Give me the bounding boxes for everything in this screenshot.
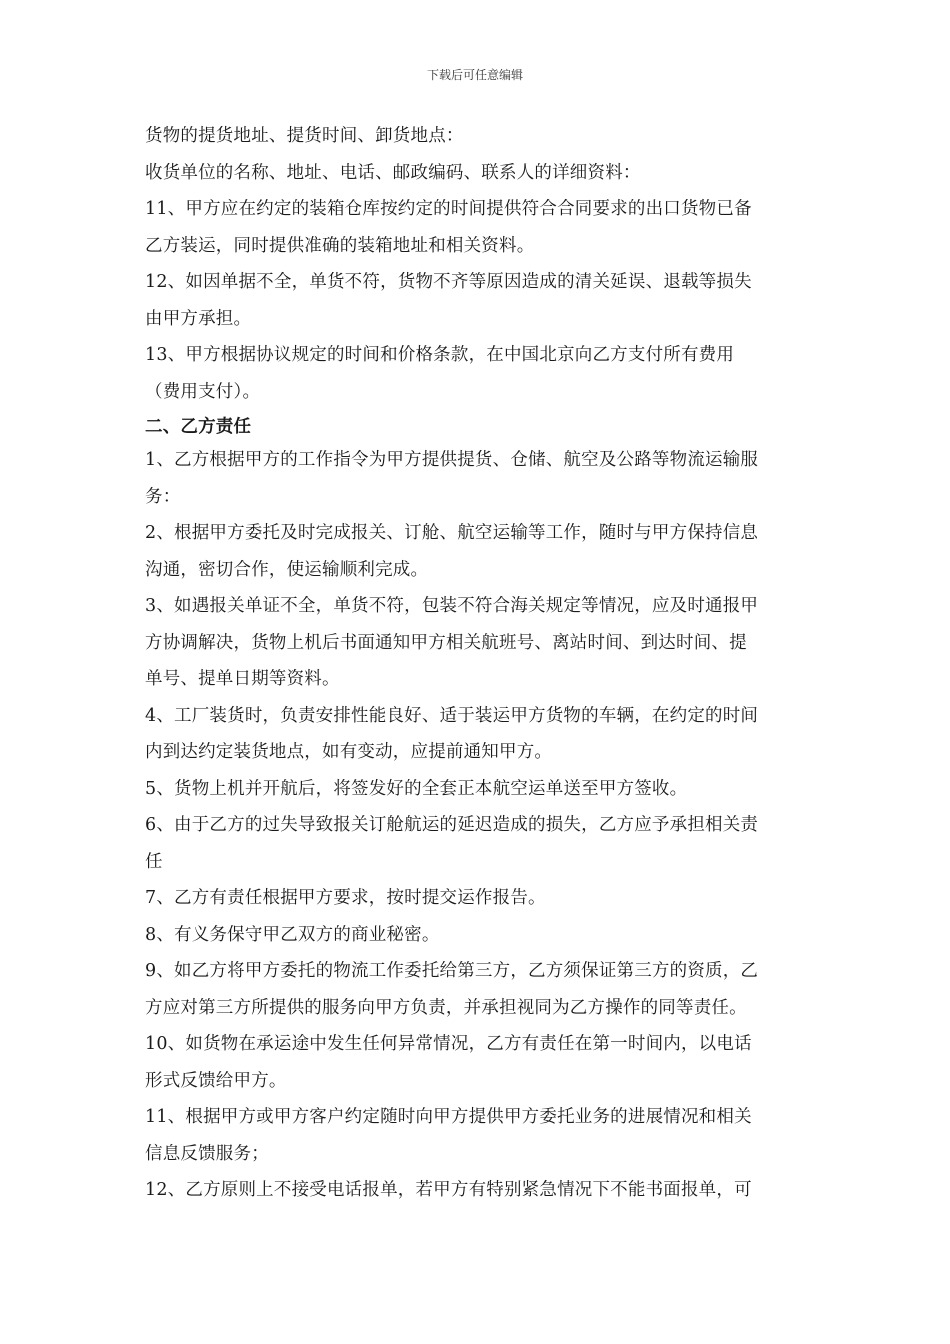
body-line: 11、根据甲方或甲方客户约定随时向甲方提供甲方委托业务的进展情况和相关	[145, 1107, 752, 1127]
page-header: 下载后可任意编辑	[426, 68, 523, 82]
body-line: （费用支付）。	[145, 381, 261, 402]
body-line: 12、如因单据不全，单货不符，货物不齐等原因造成的清关延误、退载等损失	[145, 272, 752, 292]
body-line: 5、货物上机并开航后，将签发好的全套正本航空运单送至甲方签收。	[145, 778, 688, 799]
body-line: 10、如货物在承运途中发生任何异常情况，乙方有责任在第一时间内，以电话	[145, 1034, 752, 1054]
body-line: 任	[145, 851, 163, 872]
body-line: 内到达约定装货地点，如有变动，应提前通知甲方。	[145, 742, 553, 762]
section-heading: 二、乙方责任	[145, 417, 252, 437]
body-line: 7、乙方有责任根据甲方要求，按时提交运作报告。	[145, 888, 546, 908]
body-line: 收货单位的名称、地址、电话、邮政编码、联系人的详细资料：	[145, 162, 641, 183]
body-line: 沟通，密切合作，使运输顺利完成。	[145, 559, 429, 580]
body-line: 务：	[145, 486, 181, 507]
body-line: 1、乙方根据甲方的工作指令为甲方提供提货、仓储、航空及公路等物流运输服	[145, 450, 759, 470]
body-line: 6、由于乙方的过失导致报关订舱航运的延迟造成的损失，乙方应予承担相关责	[145, 815, 759, 835]
body-line: 13、甲方根据协议规定的时间和价格条款，在中国北京向乙方支付所有费用	[145, 345, 735, 365]
body-line: 货物的提货地址、提货时间、卸货地点：	[145, 126, 464, 146]
body-line: 信息反馈服务；	[145, 1143, 269, 1164]
document-body	[145, 118, 810, 1209]
body-line: 3、如遇报关单证不全，单货不符，包装不符合海关规定等情况，应及时通报甲	[145, 596, 759, 616]
body-line: 方应对第三方所提供的服务向甲方负责，并承担视同为乙方操作的同等责任。	[145, 997, 747, 1018]
body-line: 单号、提单日期等资料。	[145, 669, 340, 689]
body-line: 11、甲方应在约定的装箱仓库按约定的时间提供符合合同要求的出口货物已备	[145, 199, 752, 219]
body-line: 乙方装运，同时提供准确的装箱地址和相关资料。	[145, 235, 535, 256]
body-line: 4、工厂装货时，负责安排性能良好、适于装运甲方货物的车辆，在约定的时间	[145, 705, 759, 726]
body-line: 9、如乙方将甲方委托的物流工作委托给第三方，乙方须保证第三方的资质，乙	[145, 961, 759, 981]
body-line: 形式反馈给甲方。	[145, 1070, 287, 1091]
body-line: 2、根据甲方委托及时完成报关、订舱、航空运输等工作，随时与甲方保持信息	[145, 523, 759, 543]
body-line: 由甲方承担。	[145, 308, 252, 329]
body-line: 方协调解决，货物上机后书面通知甲方相关航班号、离站时间、到达时间、提	[145, 632, 747, 653]
body-line: 8、有义务保守甲乙双方的商业秘密。	[145, 924, 440, 945]
body-line: 12、乙方原则上不接受电话报单，若甲方有特别紧急情况下不能书面报单，可	[145, 1180, 752, 1200]
